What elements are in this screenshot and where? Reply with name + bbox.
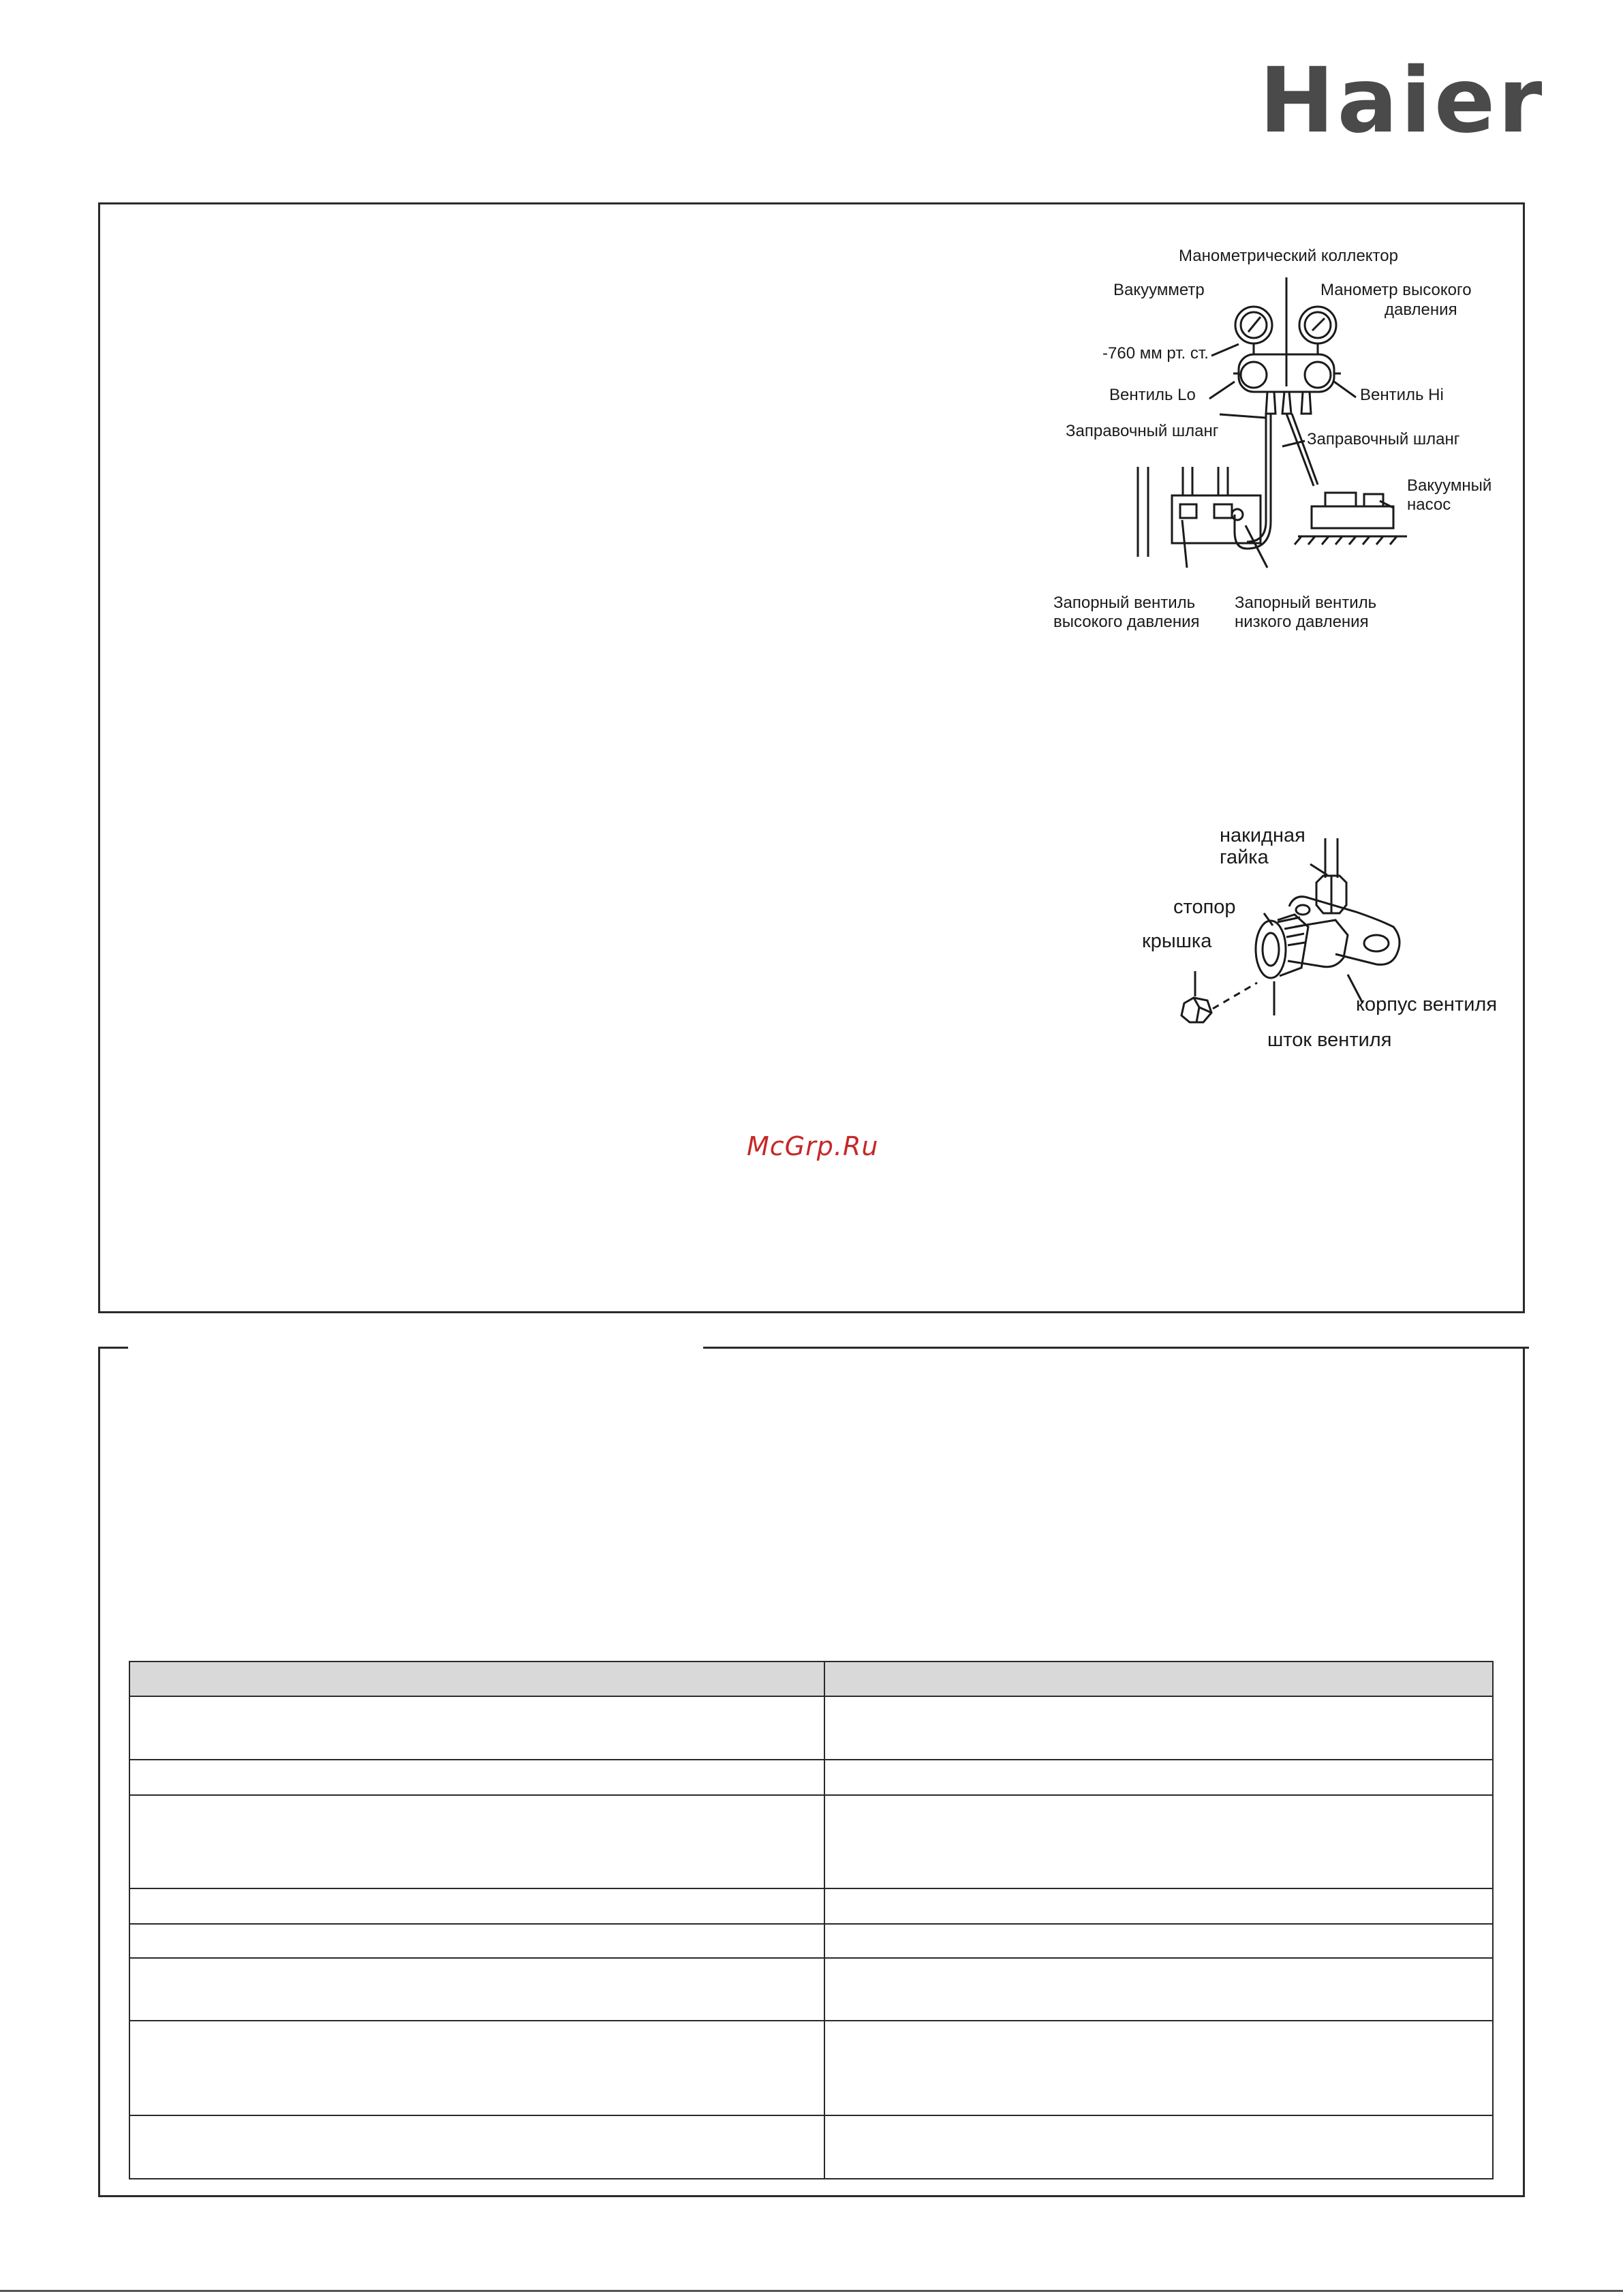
table-cell [129, 2115, 824, 2179]
table-header-cell [824, 1662, 1493, 1696]
table-cell [129, 1924, 824, 1958]
label-valve-lo: Вентиль Lo [1109, 386, 1196, 404]
table-cell [824, 1888, 1493, 1924]
label-cap: крышка [1142, 930, 1212, 952]
table-row [129, 2021, 1493, 2115]
label-stopper: стопор [1173, 896, 1236, 918]
label-low-valve-line2: низкого давления [1235, 613, 1369, 631]
table-cell [129, 1795, 824, 1888]
table-row [129, 1696, 1493, 1760]
page-bottom-rule [0, 2290, 1623, 2292]
table-cell [129, 1958, 824, 2021]
label-hose-right: Заправочный шланг [1307, 430, 1460, 448]
table-cell [129, 1888, 824, 1924]
label-high-gauge-line2: давления [1385, 301, 1457, 319]
label-valve-body: корпус вентиля [1356, 994, 1498, 1015]
table-row [129, 1795, 1493, 1888]
label-low-valve-line1: Запорный вентиль [1235, 594, 1377, 612]
vacuum-diagram [1036, 242, 1513, 651]
table-cell [129, 1696, 824, 1760]
table-cell [824, 1795, 1493, 1888]
spec-table [129, 1661, 1494, 2179]
label-high-valve-line1: Запорный вентиль [1053, 594, 1196, 612]
label-reading: -760 мм рт. ст. [1102, 344, 1209, 363]
table-row [129, 1760, 1493, 1795]
label-flare-nut-line2: гайка [1220, 846, 1269, 868]
watermark: McGrp.Ru [747, 1131, 879, 1161]
table-cell [824, 2115, 1493, 2179]
table-cell [824, 1958, 1493, 2021]
section-border-top-right [703, 1347, 1529, 1349]
valve-diagram [1131, 818, 1513, 1070]
label-vacuum-gauge: Вакуумметр [1113, 281, 1205, 299]
table-row [129, 2115, 1493, 2179]
label-manifold: Манометрический коллектор [1179, 247, 1398, 265]
label-valve-hi: Вентиль Hi [1360, 386, 1444, 404]
label-pump-line1: Вакуумный [1407, 476, 1492, 495]
section-border-top-left [98, 1347, 128, 1349]
table-cell [824, 2021, 1493, 2115]
label-high-valve-line2: высокого давления [1053, 613, 1200, 631]
table-row [129, 1958, 1493, 2021]
table-cell [824, 1924, 1493, 1958]
haier-logo: Haier [1259, 48, 1545, 153]
table-header-cell [129, 1662, 824, 1696]
label-valve-stem: шток вентиля [1267, 1029, 1392, 1051]
table-header-row [129, 1662, 1493, 1696]
label-flare-nut-line1: накидная [1220, 825, 1305, 846]
table-row [129, 1888, 1493, 1924]
label-hose-left: Заправочный шланг [1066, 422, 1219, 440]
table-cell [824, 1696, 1493, 1760]
table-cell [129, 1760, 824, 1795]
table-cell [824, 1760, 1493, 1795]
table-row [129, 1924, 1493, 1958]
label-pump-line2: насос [1407, 495, 1451, 514]
label-high-gauge-line1: Манометр высокого [1320, 281, 1472, 299]
table-cell [129, 2021, 824, 2115]
